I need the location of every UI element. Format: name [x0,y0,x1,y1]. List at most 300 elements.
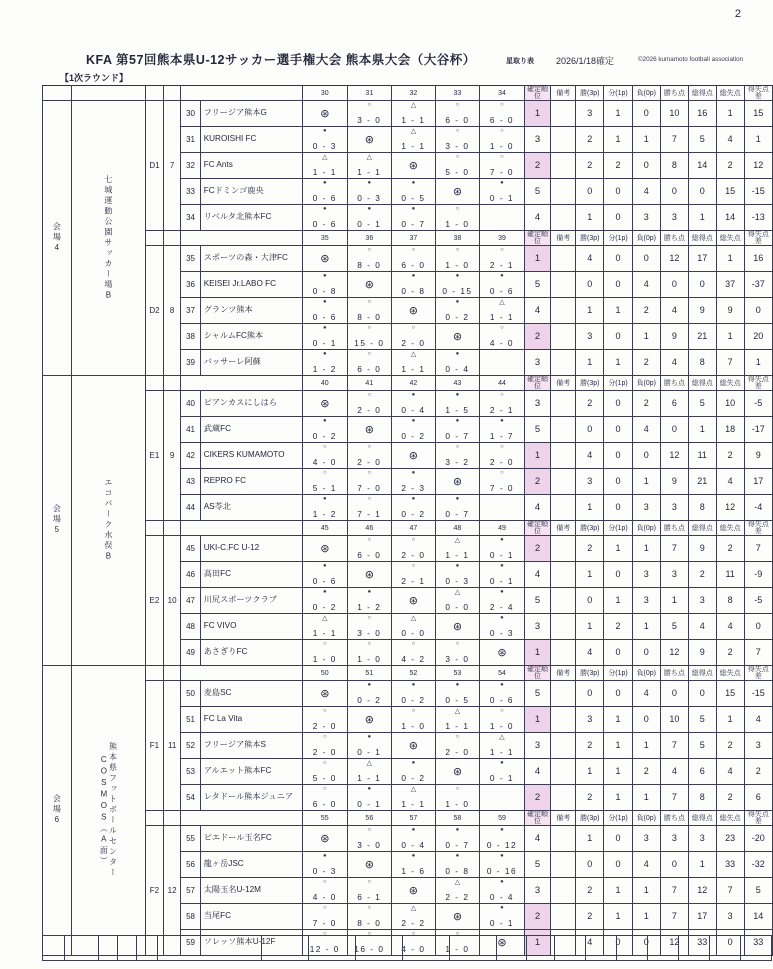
match-result-cell [392,272,436,298]
stat-cell: 0 [632,640,660,666]
match-result-cell [435,246,480,272]
loss-mark-icon: ● [322,496,327,502]
block-header-row [43,521,773,536]
stat-cell: 0 [632,707,660,733]
loss-mark-icon: ● [500,853,504,859]
stat-cell: 0 [744,298,772,324]
win-mark-icon: ○ [500,154,504,160]
score-text: 0 - 2 [401,772,426,783]
draw-mark-icon: △ [499,734,505,741]
match-result [436,733,480,758]
match-result [348,469,392,494]
loss-mark-icon: ● [455,682,460,688]
stat-cell: 7 [716,350,744,376]
stat-cell: 2 [576,391,604,417]
match-result [436,350,480,375]
column-header-cell: 備考 [551,666,576,681]
remarks-cell [551,904,576,930]
win-mark-icon: ○ [500,247,504,253]
match-result-cell [347,759,392,785]
stat-cell: 0 [632,101,660,127]
column-header-cell: 確定順位 [524,86,551,101]
score-text: 0 - 3 [357,192,382,203]
rank-cell: 3 [524,878,551,904]
empty-cell [450,936,497,961]
stat-cell: 1 [716,707,744,733]
score-text: 0 - 1 [489,192,515,203]
match-result-cell [347,350,392,376]
match-result-cell [392,417,436,443]
self-mark-icon: ⊛ [452,330,463,343]
match-result [392,640,435,665]
match-result [303,852,347,877]
loss-mark-icon: ● [411,418,416,424]
stat-cell: 4 [660,350,688,376]
match-result [303,562,347,587]
remarks-cell [551,495,576,521]
team-name-cell: アルエット熊本FC [200,759,302,785]
match-result-cell [303,391,348,417]
loss-mark-icon: ● [455,273,460,279]
stat-cell: 7 [744,536,772,562]
column-header-cell: 総失点 [716,231,744,246]
match-result-cell [303,826,348,852]
stat-cell: 10 [660,707,688,733]
stat-cell: 5 [660,614,688,640]
remarks-cell [551,443,576,469]
score-text: 0 - 6 [312,311,337,322]
column-header-cell: 負(0p) [632,86,660,101]
stat-cell: 2 [688,562,716,588]
team-name-cell: フリージア熊本S [200,733,302,759]
stat-cell: 23 [716,826,744,852]
win-mark-icon: ○ [367,325,372,331]
score-text: 1 - 0 [489,720,515,731]
spacer-cell [146,811,164,826]
match-result [348,536,392,561]
match-result [480,562,524,587]
stat-cell: 0 [604,469,632,495]
stat-cell: 0 [576,588,604,614]
stat-cell: 16 [744,246,772,272]
match-result [348,614,392,639]
match-result [348,588,392,613]
loss-mark-icon: ● [411,273,416,279]
draw-mark-icon: △ [410,351,417,358]
stat-cell: 9 [688,640,716,666]
match-result [480,246,524,271]
match-result-cell [347,495,392,521]
score-text: 0 - 8 [445,865,470,876]
score-text: 0 - 6 [312,575,337,586]
match-result-cell [303,246,348,272]
score-text: 6 - 0 [489,114,515,125]
stat-cell: 0 [604,930,632,956]
score-text: 8 - 0 [357,917,382,928]
stat-cell: 0 [604,246,632,272]
draw-mark-icon: △ [499,299,505,306]
remarks-cell [551,101,576,127]
match-result-cell [435,127,480,153]
match-result [436,536,480,561]
score-text: 2 - 0 [357,456,382,467]
match-result-cell [480,350,525,376]
loss-mark-icon: ● [367,682,372,688]
win-mark-icon: ○ [411,708,416,714]
stat-cell: 12 [660,246,688,272]
column-header-cell: 確定順位 [524,666,551,681]
stat-cell: 0 [576,179,604,205]
group-code-cell: F1 [146,681,164,811]
match-result-cell [347,640,392,666]
column-header-cell: 勝ち点 [660,811,688,826]
team-number-cell: 42 [181,443,200,469]
stat-cell: -37 [744,272,772,298]
empty-cell [309,936,356,961]
match-result-cell [480,205,525,231]
match-result-cell [392,733,436,759]
empty-cell [356,936,403,961]
column-header-cell: 備考 [551,86,576,101]
match-result-cell [435,681,480,707]
match-result [436,785,480,810]
stat-cell: 2 [716,536,744,562]
stat-cell: 12 [660,443,688,469]
stat-cell: -4 [744,495,772,521]
stat-cell: 4 [576,443,604,469]
match-result-cell [435,588,480,614]
match-result-cell [480,298,525,324]
score-text: 4 - 0 [312,456,337,467]
win-mark-icon: ○ [367,827,372,833]
stat-cell: 2 [716,153,744,179]
stat-cell: 33 [688,930,716,956]
score-text: 0 - 7 [445,430,470,441]
match-result-cell [347,127,392,153]
match-result-cell [435,391,480,417]
venue-label-text: 会場4 [52,221,62,255]
win-mark-icon: ○ [411,931,416,937]
stat-cell: 4 [744,707,772,733]
team-name-cell: フリージア熊本G [200,101,302,127]
remarks-cell [551,179,576,205]
column-header-cell: 負(0p) [632,376,660,391]
column-header-cell: 得失点差 [744,231,772,246]
spacer-cell [163,376,181,391]
score-text: 0 - 6 [312,218,337,229]
self-mark-icon: ⊛ [364,713,374,726]
self-mark-icon: ⊛ [408,449,418,462]
team-name-cell: REPRO FC [200,469,302,495]
match-result-cell [392,826,436,852]
match-result-cell [392,536,436,562]
score-text: 0 - 8 [312,285,337,296]
empty-cell [65,936,99,961]
group-number-cell: 10 [163,536,181,666]
score-text: 0 - 2 [445,311,470,322]
column-header-cell: 総得点 [688,376,716,391]
match-result [392,826,435,851]
score-text: 15 - 0 [354,337,385,348]
score-text: 1 - 2 [312,508,337,519]
venue-name-text [99,742,117,879]
match-result-cell [480,246,525,272]
self-mark-icon: ⊛ [320,542,330,555]
match-result-cell [347,852,392,878]
match-result [392,759,435,784]
remarks-cell [551,562,576,588]
stat-cell: 1 [576,350,604,376]
win-mark-icon: ○ [322,470,327,476]
opponent-number-header: 31 [347,86,392,101]
team-name-cell: バッサーレ阿蘇 [200,350,302,376]
remarks-cell [551,707,576,733]
rank-cell: 4 [524,759,551,785]
stat-cell: 33 [716,852,744,878]
stat-cell: 15 [716,681,744,707]
win-mark-icon: ○ [322,931,327,937]
match-result-cell [392,904,436,930]
match-result [436,852,480,877]
stat-cell: 2 [632,350,660,376]
empty-cell [617,936,648,961]
stat-cell: 2 [576,878,604,904]
match-result-cell [303,536,348,562]
draw-mark-icon: △ [410,128,417,135]
loss-mark-icon: ● [455,418,460,424]
match-result-cell [392,878,436,904]
match-result-cell [392,562,436,588]
score-text: 0 - 1 [489,772,515,783]
draw-mark-icon: △ [454,537,461,544]
score-text: 1 - 7 [489,430,515,441]
stat-cell: 1 [576,495,604,521]
stat-cell: 33 [744,930,772,956]
opponent-number-header: 55 [303,811,348,826]
team-row [43,681,773,707]
score-text: 2 - 0 [445,746,470,757]
self-mark-icon: ⊛ [320,687,330,700]
score-text: 3 - 0 [445,140,470,151]
match-result [436,153,480,178]
match-result [480,681,524,706]
stat-cell: 3 [632,826,660,852]
stat-cell: 2 [716,640,744,666]
remarks-cell [551,759,576,785]
score-text: 6 - 0 [401,259,426,270]
match-result-cell [392,298,436,324]
stat-cell: 2 [632,298,660,324]
stat-cell: 2 [632,391,660,417]
match-result [303,443,347,468]
match-result [303,298,347,323]
stat-cell: 0 [576,417,604,443]
score-text: 0 - 1 [357,746,382,757]
stat-cell: 3 [632,495,660,521]
match-result-cell [347,878,392,904]
win-mark-icon: ○ [455,102,460,108]
rank-cell: 3 [524,733,551,759]
score-text: 1 - 0 [312,653,337,664]
team-name-cell: KEISEI Jr.LABO FC [200,272,302,298]
score-text: 1 - 0 [401,720,426,731]
match-result-cell [392,391,436,417]
match-result-cell [480,826,525,852]
score-text: 6 - 0 [312,798,337,809]
column-header-cell: 勝(3p) [576,376,604,391]
stat-cell: 3 [576,707,604,733]
score-text: 0 - 3 [445,575,470,586]
match-result [303,495,347,520]
opponent-number-header: 58 [435,811,480,826]
column-header-cell: 勝ち点 [660,376,688,391]
match-result-cell [435,614,480,640]
match-result-cell [303,153,348,179]
score-text: 6 - 0 [445,114,470,125]
opponent-number-header: 56 [347,811,392,826]
stat-cell: 6 [660,391,688,417]
block-header-row [43,231,773,246]
opponent-number-header: 33 [435,86,480,101]
match-result [303,759,347,784]
match-result [480,878,524,903]
score-text: 1 - 0 [445,943,470,954]
stat-cell: 8 [688,350,716,376]
stat-cell: 21 [688,324,716,350]
team-number-cell: 40 [181,391,200,417]
loss-mark-icon: ● [500,418,504,424]
win-mark-icon: ○ [367,615,372,621]
match-result-cell [303,707,348,733]
stat-cell: 4 [632,852,660,878]
remarks-cell [551,785,576,811]
stat-cell: 1 [604,785,632,811]
win-mark-icon: ○ [367,299,372,305]
loss-mark-icon: ● [322,299,327,305]
stat-cell: 0 [604,681,632,707]
match-result-cell [480,391,525,417]
stat-cell: 1 [576,205,604,231]
column-header-cell: 総失点 [716,811,744,826]
draw-mark-icon: △ [366,154,373,161]
team-row [43,536,773,562]
match-result-cell [435,350,480,376]
column-header-cell: 分(1p) [604,86,632,101]
match-result [480,298,524,323]
score-text: 1 - 0 [445,218,470,229]
column-header-cell: 確定順位 [524,521,551,536]
stat-cell: 1 [632,469,660,495]
score-text: 1 - 6 [401,865,426,876]
stat-cell: -17 [744,417,772,443]
loss-mark-icon: ● [500,879,504,885]
win-mark-icon: ○ [367,247,372,253]
stat-cell: 1 [688,852,716,878]
team-name-cell: FCドミンゴ鹿央 [200,179,302,205]
remarks-cell [551,417,576,443]
win-mark-icon: ○ [455,154,460,160]
score-text: 8 - 0 [357,259,382,270]
stat-cell: 2 [576,785,604,811]
stat-cell: 7 [660,785,688,811]
rank-cell: 5 [524,588,551,614]
venue-label-cell [43,666,72,956]
score-text: 1 - 1 [401,140,426,151]
score-text: 2 - 1 [401,575,426,586]
score-text: 1 - 0 [445,259,470,270]
stat-cell: 0 [576,272,604,298]
match-result [348,785,392,810]
score-text: 4 - 0 [401,943,426,954]
stat-cell: 11 [716,562,744,588]
stat-cell: 6 [688,759,716,785]
stat-cell: -9 [744,562,772,588]
score-text: 6 - 0 [357,363,382,374]
win-mark-icon: ○ [455,247,460,253]
draw-mark-icon: △ [454,589,461,596]
loss-mark-icon: ● [500,563,504,569]
stat-cell: 7 [660,127,688,153]
self-mark-icon: ⊛ [364,133,374,146]
stat-cell: 12 [660,640,688,666]
score-text: 7 - 0 [489,166,515,177]
match-result [480,443,524,468]
match-result [480,391,524,416]
self-mark-icon: ⊛ [320,397,330,410]
win-mark-icon: ○ [367,537,372,543]
column-header-cell: 分(1p) [604,666,632,681]
match-result-cell [303,205,348,231]
stat-cell: 4 [716,127,744,153]
loss-mark-icon: ● [411,682,416,688]
stat-cell: 4 [576,930,604,956]
win-mark-icon: ○ [367,102,372,108]
stat-cell: 2 [716,443,744,469]
draw-mark-icon: △ [366,760,373,767]
match-result [392,614,435,639]
score-text: 5 - 1 [312,482,337,493]
score-text: 6 - 1 [357,891,382,902]
stat-cell: 1 [604,878,632,904]
stat-cell: 0 [716,930,744,956]
self-mark-icon: ⊛ [452,765,463,778]
score-text: 1 - 2 [357,601,382,612]
date-confirmed-label: 2026/1/18確定 [556,56,615,66]
remarks-cell [551,614,576,640]
team-number-cell: 54 [181,785,200,811]
team-number-cell: 46 [181,562,200,588]
match-result-cell [347,417,392,443]
self-mark-icon: ⊛ [452,185,463,198]
score-text: 0 - 1 [489,917,515,928]
opponent-number-header: 53 [435,666,480,681]
match-result [392,785,435,810]
match-result [480,614,524,639]
column-header-cell: 勝ち点 [660,231,688,246]
stat-cell: -15 [744,179,772,205]
win-mark-icon: ○ [367,392,372,398]
stat-cell: 1 [660,588,688,614]
stat-cell: 15 [716,179,744,205]
loss-mark-icon: ● [411,392,416,398]
column-header-cell: 負(0p) [632,231,660,246]
team-number-cell: 57 [181,878,200,904]
opponent-number-header: 50 [303,666,348,681]
self-mark-icon: ⊛ [452,620,463,633]
team-name-cell: 当尾FC [200,904,302,930]
stat-cell: 8 [716,588,744,614]
match-result-cell [435,904,480,930]
